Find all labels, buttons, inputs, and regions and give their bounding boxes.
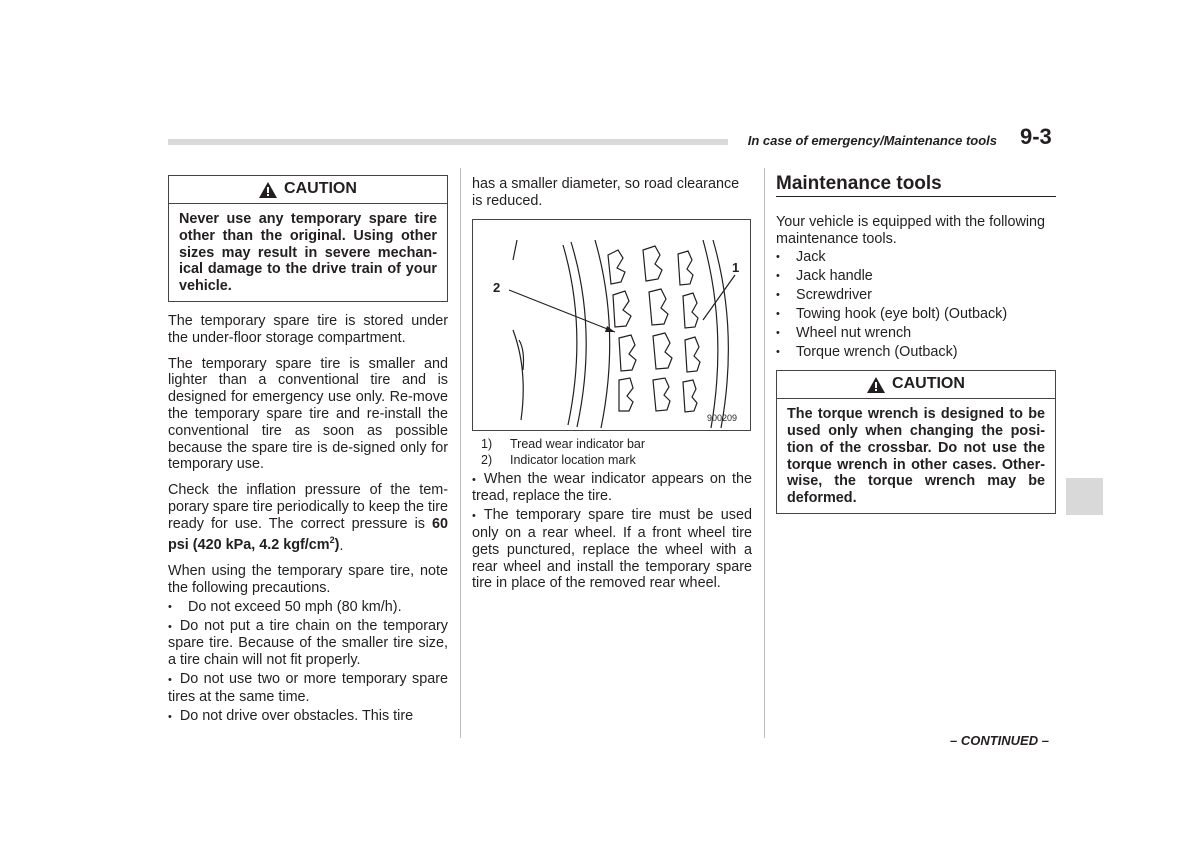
- list-item-text: Towing hook (eye bolt) (Outback): [796, 306, 1008, 323]
- caution-box: [776, 370, 1056, 514]
- paragraph: has a smaller diameter, so road clearance is reduced.: [472, 176, 740, 209]
- callout-1: 1: [732, 259, 740, 275]
- paragraph: The temporary spare tire is stored under the under-floor storage compartment.: [168, 312, 448, 346]
- caption-number: 2): [481, 452, 493, 467]
- paragraph: Your vehicle is equipped with the following maintenance tools.: [776, 213, 1046, 247]
- paragraph-text: Check the inflation pressure of the tem-porary spare tire periodically to keep the tire ready for use. The correct pressure is: [168, 482, 448, 532]
- list-item-text: Jack handle: [796, 268, 873, 285]
- list-item: [776, 306, 1056, 323]
- list-item: [168, 618, 448, 669]
- header-rule: [168, 139, 728, 145]
- caution-header: [169, 176, 447, 204]
- caption-number: 1): [481, 436, 493, 451]
- warning-icon: [259, 182, 277, 198]
- column-divider: [460, 168, 461, 738]
- caution-text: Never use any temporary spare tire other than the original. Using other sizes may result in severe mechan-ical damage to the drive train of your vehicle.: [179, 211, 437, 295]
- list-item: [776, 325, 1056, 342]
- left-column: [168, 175, 448, 727]
- list-item-text: Do not use two or more temporary spare tires at the same time.: [168, 670, 448, 705]
- list-item: [168, 599, 448, 616]
- bullet-icon: •: [776, 308, 780, 321]
- list-item: [472, 471, 752, 506]
- caption-row: [472, 436, 752, 452]
- list-item-text: Screwdriver: [796, 287, 872, 304]
- bullet-icon: •: [472, 473, 476, 486]
- list-item: [776, 268, 1056, 285]
- paragraph: When using the temporary spare tire, note the following precautions.: [168, 563, 448, 596]
- list-item-text: Do not drive over obstacles. This tire: [179, 707, 414, 724]
- bullet-icon: •: [168, 673, 172, 686]
- caption-text: Indicator location mark: [510, 452, 636, 467]
- page-number: 9-3: [1020, 124, 1052, 149]
- tire-tread-illustration: [473, 220, 750, 430]
- list-item: [776, 344, 1056, 361]
- list-item-text: Torque wrench (Outback): [796, 344, 958, 361]
- list-item: [776, 287, 1056, 304]
- list-item: [168, 671, 448, 706]
- paragraph: The temporary spare tire is smaller and lighter than a conventional tire and is designed for emergency use only. Re-move the temporary spare tire and re-install the conventional tire as soon as possible because the spare tire is de-signed only for temporary use.: [168, 355, 448, 473]
- bullet-icon: •: [776, 346, 780, 359]
- section-tab: [1066, 478, 1103, 515]
- continued-label: – CONTINUED –: [950, 733, 1049, 748]
- warning-icon: [867, 377, 885, 393]
- list-item: [776, 249, 1056, 266]
- right-column: [776, 173, 1056, 514]
- paragraph: [168, 482, 448, 554]
- figure-code: 900209: [707, 412, 738, 423]
- bullet-icon: •: [776, 289, 780, 302]
- caution-label: CAUTION: [892, 375, 965, 393]
- caution-text: The torque wrench is designed to be used only when changing the posi-tion of the crossbar. Do not use the torque wrench in other cases. Other-wise, the torque wrench may be deformed.: [787, 406, 1045, 507]
- running-title: In case of emergency/Maintenance tools: [747, 133, 997, 148]
- caption-row: [472, 452, 752, 468]
- bullet-icon: •: [776, 251, 780, 264]
- caption-text: Tread wear indicator bar: [510, 436, 646, 451]
- bullet-icon: •: [472, 510, 476, 523]
- list-item-text: Wheel nut wrench: [796, 325, 912, 342]
- list-item-text: Jack: [796, 249, 826, 266]
- bullet-icon: •: [168, 600, 172, 613]
- caution-box: [168, 175, 448, 302]
- pressure-close: ): [334, 537, 340, 554]
- bullet-icon: •: [776, 327, 780, 340]
- bullet-icon: •: [776, 270, 780, 283]
- list-item-text: When the wear indicator appears on the tread, replace the tire.: [472, 470, 752, 505]
- bullet-icon: •: [168, 710, 172, 723]
- list-item: [168, 708, 448, 726]
- tire-figure: [472, 219, 751, 431]
- caution-header: [777, 371, 1055, 399]
- list-item-text: Do not exceed 50 mph (80 km/h).: [188, 598, 402, 615]
- column-divider: [764, 168, 765, 738]
- paragraph-end: .: [339, 537, 344, 554]
- list-item: [472, 507, 752, 592]
- list-item-text: The temporary spare tire must be used only on a rear wheel. If a front wheel tire gets punctured, replace the wheel with a rear wheel and install the temporary spare tire in place of the removed rear wheel.: [472, 507, 752, 592]
- callout-2: 2: [493, 279, 501, 295]
- superscript: 2: [329, 535, 335, 546]
- caution-label: CAUTION: [284, 180, 357, 198]
- middle-column: [472, 176, 752, 594]
- pressure-text: 60 psi (420 kPa, 4.2 kgf/cm: [168, 515, 448, 554]
- section-heading: Maintenance tools: [776, 176, 1056, 197]
- list-item-text: Do not put a tire chain on the temporary spare tire. Because of the smaller tire size, a tire chain will not fit properly.: [168, 617, 448, 669]
- bullet-icon: •: [168, 620, 172, 633]
